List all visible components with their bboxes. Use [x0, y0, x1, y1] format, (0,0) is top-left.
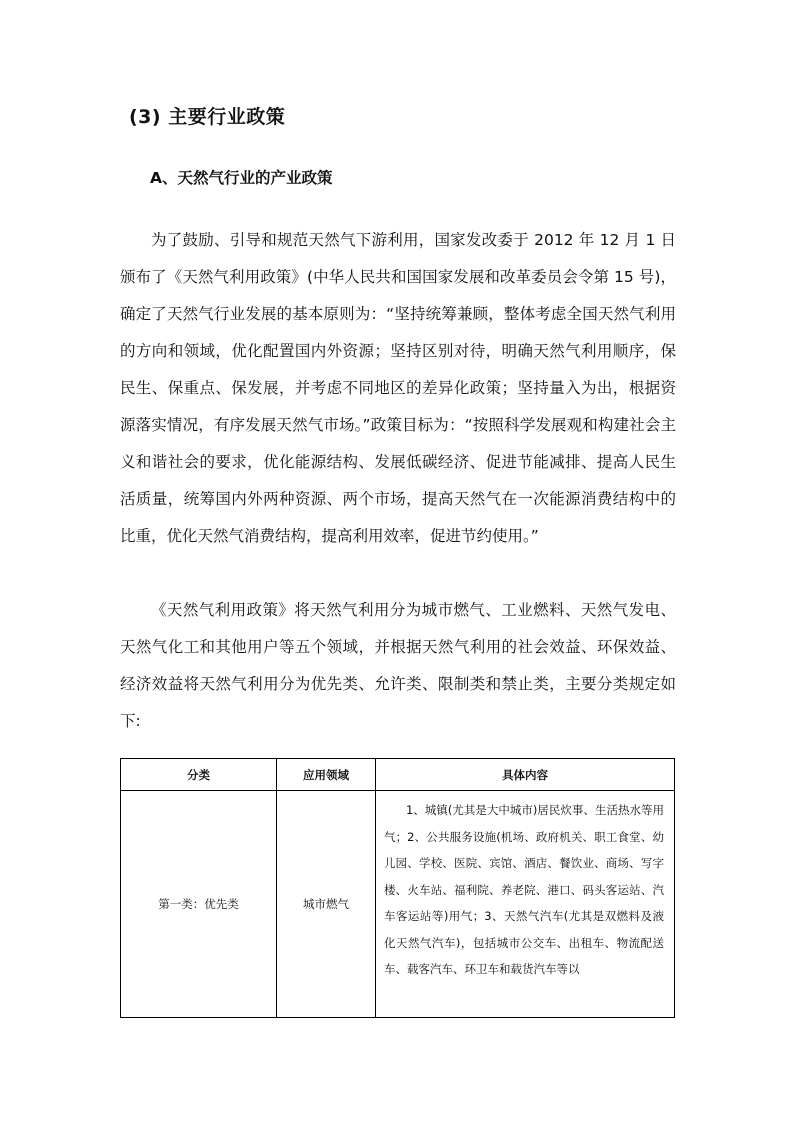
table-header-row — [121, 759, 675, 791]
subsection-title: A、天然气行业的产业政策 — [150, 169, 333, 187]
table-cell-category: 第一类：优先类 — [121, 791, 277, 1018]
table-cell-content-text: 1、城镇(尤其是大中城市)居民炊事、生活热水等用气；2、公共服务设施(机场、政府机关、职工食堂、幼儿园、学校、医院、宾馆、酒店、餐饮业、商场、写字楼、火车站、福利院、养老院、港口、码头客运站、汽车客运站等)用气；3、天然气汽车(尤其是双燃料及液化天然气汽车)，包括城市公交车、出租车、物流配送车、载客汽车、环卫车和载货汽车等以 — [384, 803, 664, 976]
paragraph-policy-principles: 为了鼓励、引导和规范天然气下游利用，国家发改委于 2012 年 12 月 1 日颁布了《天然气利用政策》(中华人民共和国国家发展和改革委员会令第 15 号)，确定了天然气行业发展的基本原则为：“坚持统筹兼顾，整体考虑全国天然气利用的方向和领域，优化配置国内外资源；坚持区别对待，明确天然气利用顺序，保民生、保重点、保发展，并考虑不同地区的差异化政策；坚持量入为出，根据资源落实情况，有序发展天然气市场。”政策目标为：“按照科学发展观和构建社会主义和谐社会的要求，优化能源结构、发展低碳经济、促进节能减排、提高人民生活质量，统筹国内外两种资源、两个市场，提高天然气在一次能源消费结构中的比重，优化天然气消费结构，提高利用效率，促进节约使用。” — [120, 231, 676, 545]
section-title: (3) 主要行业政策 — [129, 106, 286, 128]
table-row — [121, 791, 675, 1018]
paragraph-policy-classification: 《天然气利用政策》将天然气利用分为城市燃气、工业燃料、天然气发电、天然气化工和其他用户等五个领域，并根据天然气利用的社会效益、环保效益、经济效益将天然气利用分为优先类、允许类、限制类和禁止类，主要分类规定如下: — [120, 601, 676, 730]
table-header-category: 分类 — [121, 759, 277, 791]
policy-classification-table — [120, 758, 675, 1018]
table-header-field: 应用领域 — [277, 759, 376, 791]
table-cell-content — [376, 791, 675, 1018]
table-cell-field: 城市燃气 — [277, 791, 376, 1018]
table-header-content: 具体内容 — [376, 759, 675, 791]
